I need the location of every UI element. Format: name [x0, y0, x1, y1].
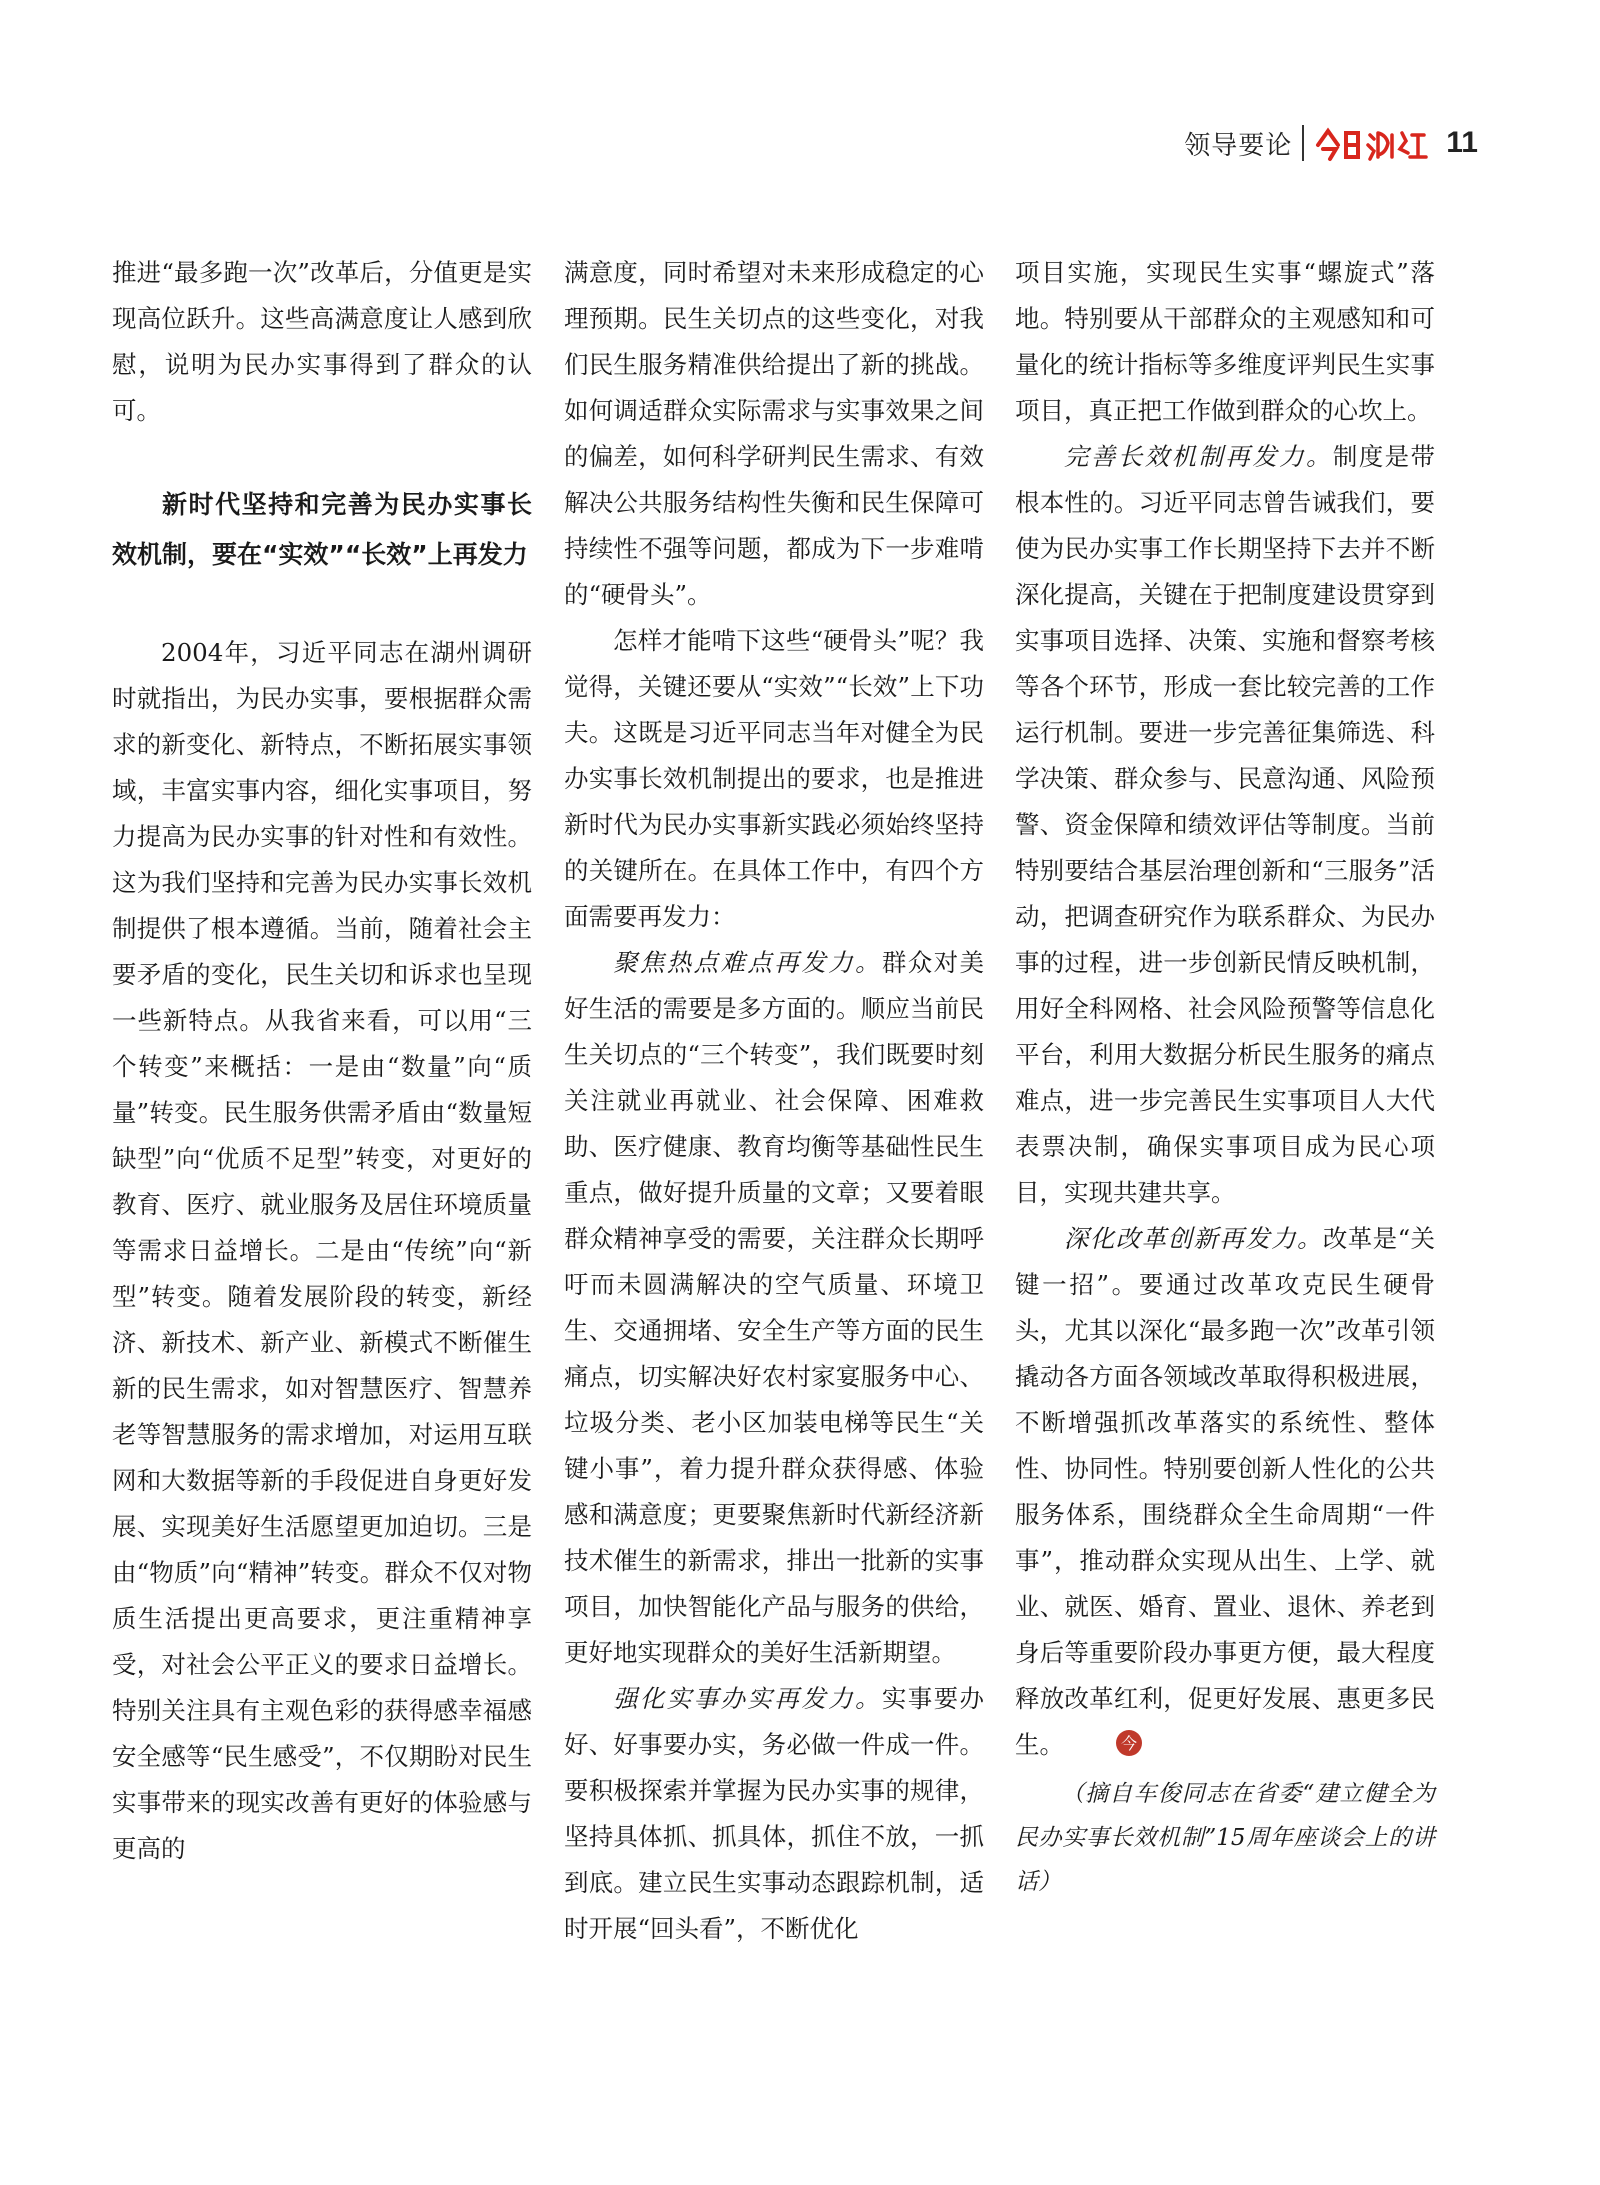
header-divider	[1302, 125, 1304, 161]
paragraph	[564, 1676, 984, 1952]
paragraph	[1015, 1216, 1435, 1772]
column-3	[1015, 250, 1435, 1904]
paragraph-lead: 强化实事办实再发力。	[613, 1684, 882, 1713]
end-mark-icon	[1066, 1726, 1143, 1772]
end-mark-text: 今	[1120, 1734, 1138, 1753]
paragraph-lead: 聚焦热点难点再发力。	[613, 948, 882, 977]
paragraph: 推进“最多跑一次”改革后，分值更是实现高位跃升。这些高满意度让人感到欣慰，说明为民办实事得到了群众的认可。	[112, 258, 532, 425]
paragraph-body: 制度是带根本性的。习近平同志曾告诫我们，要使为民办实事工作长期坚持下去并不断深化提高，关键在于把制度建设贯穿到实事项目选择、决策、实施和督察考核等各个环节，形成一套比较完善的工作运行机制。要进一步完善征集筛选、科学决策、群众参与、民意沟通、风险预警、资金保障和绩效评估等制度。当前特别要结合基层治理创新和“三服务”活动，把调查研究作为联系群众、为民办事的过程，进一步创新民情反映机制，用好全科网格、社会风险预警等信息化平台，利用大数据分析民生服务的痛点难点，进一步完善民生实事项目人大代表票决制，确保实事项目成为民心项目，实现共建共享。	[1015, 442, 1436, 1207]
paragraph-lead: 完善长效机制再发力。	[1064, 442, 1333, 471]
paragraph-body: 群众对美好生活的需要是多方面的。顺应当前民生关切点的“三个转变”，我们既要时刻关注就业再就业、社会保障、困难救助、医疗健康、教育均衡等基础性民生重点，做好提升质量的文章；又要着眼群众精神享受的需要，关注群众长期呼吁而未圆满解决的空气质量、环境卫生、交通拥堵、安全生产等方面的民生痛点，切实解决好农村家宴服务中心、垃圾分类、老小区加装电梯等民生“关键小事”，着力提升群众获得感、体验感和满意度；更要聚焦新时代新经济新技术催生的新需求，排出一批新的实事项目，加快智能化产品与服务的供给，更好地实现群众的美好生活新期望。	[564, 948, 985, 1667]
source-note: （摘自车俊同志在省委“建立健全为民办实事长效机制”15周年座谈会上的讲话）	[1015, 1781, 1435, 1895]
column-1	[112, 250, 532, 1872]
paragraph-body: 改革是“关键一招”。要通过改革攻克民生硬骨头，尤其以深化“最多跑一次”改革引领撬动各方面各领域改革取得积极进展，不断增强抓改革落实的系统性、整体性、协同性。特别要创新人性化的公共服务体系，围绕群众全生命周期“一件事”，推动群众实现从出生、上学、就业、就医、婚育、置业、退休、养老到身后等重要阶段办事更方便，最大程度释放改革红利，促更好发展、惠更多民生。	[1015, 1224, 1435, 1759]
page-number: 11	[1446, 126, 1478, 159]
paragraph	[564, 940, 984, 1676]
section-name: 领导要论	[1184, 130, 1293, 161]
paragraph: 2004年，习近平同志在湖州调研时就指出，为民办实事，要根据群众需求的新变化、新特点，不断拓展实事领域，丰富实事内容，细化实事项目，努力提高为民办实事的针对性和有效性。这为我们坚持和完善为民办实事长效机制提供了根本遵循。当前，随着社会主要矛盾的变化，民生关切和诉求也呈现一些新特点。从我省来看，可以用“三个转变”来概括：一是由“数量”向“质量”转变。民生服务供需矛盾由“数量短缺型”向“优质不足型”转变，对更好的教育、医疗、就业服务及居住环境质量等需求日益增长。二是由“传统”向“新型”转变。随着发展阶段的转变，新经济、新技术、新产业、新模式不断催生新的民生需求，如对智慧医疗、智慧养老等智慧服务的需求增加，对运用互联网和大数据等新的手段促进自身更好发展、实现美好生活愿望更加迫切。三是由“物质”向“精神”转变。群众不仅对物质生活提出更高要求，更注重精神享受，对社会公平正义的要求日益增长。特别关注具有主观色彩的获得感幸福感安全感等“民生感受”，不仅期盼对民生实事带来的现实改善有更好的体验感与更高的	[112, 638, 532, 1863]
paragraph-body: 实事要办好、好事要办实，务必做一件成一件。要积极探索并掌握为民办实事的规律，坚持具体抓、抓具体，抓住不放，一抓到底。建立民生实事动态跟踪机制，适时开展“回头看”，不断优化	[564, 1684, 985, 1943]
magazine-logo	[1314, 123, 1430, 163]
paragraph: 项目实施，实现民生实事“螺旋式”落地。特别要从干部群众的主观感知和可量化的统计指标等多维度评判民生实事项目，真正把工作做到群众的心坎上。	[1015, 258, 1435, 425]
column-2	[564, 250, 984, 1952]
paragraph: 满意度，同时希望对未来形成稳定的心理预期。民生关切点的这些变化，对我们民生服务精准供给提出了新的挑战。如何调适群众实际需求与实事效果之间的偏差，如何科学研判民生需求、有效解决公共服务结构性失衡和民生保障可持续性不强等问题，都成为下一步难啃的“硬骨头”。	[564, 258, 984, 609]
paragraph: 怎样才能啃下这些“硬骨头”呢？我觉得，关键还要从“实效”“长效”上下功夫。这既是习近平同志当年对健全为民办实事长效机制提出的要求，也是推进新时代为民办实事新实践必须始终坚持的关键所在。在具体工作中，有四个方面需要再发力：	[564, 626, 984, 931]
page-header	[1184, 118, 1478, 168]
paragraph	[1015, 434, 1435, 1216]
paragraph-lead: 深化改革创新再发力。	[1064, 1224, 1323, 1253]
section-heading: 新时代坚持和完善为民办实事长效机制，要在“实效”“长效”上再发力	[112, 490, 532, 569]
